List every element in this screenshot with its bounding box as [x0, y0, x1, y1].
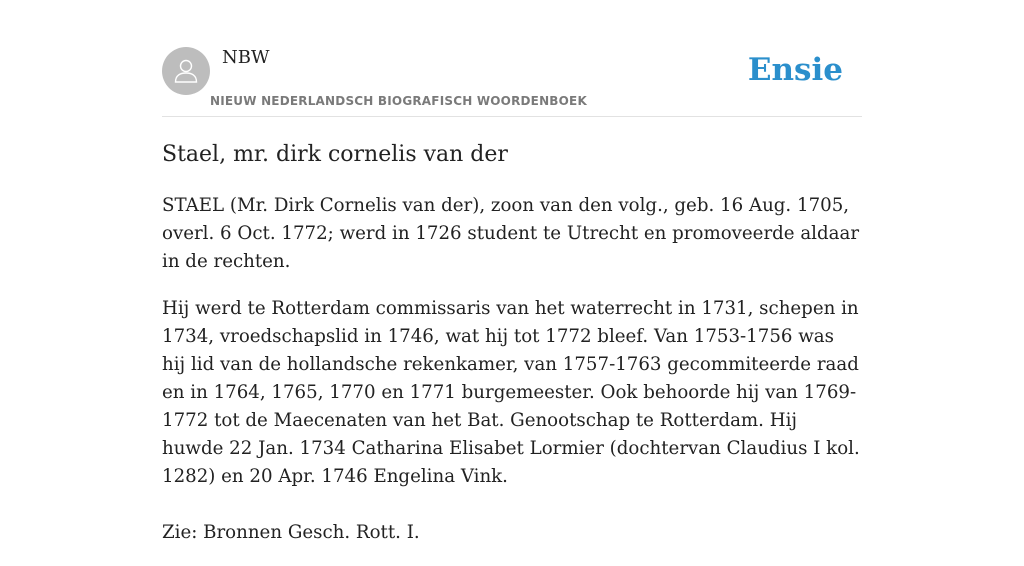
article-paragraph: Hij werd te Rotterdam commissaris van het waterrecht in 1731, schepen in 1734, vroedschapslid in 1746, wat hij tot 1772 bleef. Van 1753-1756 was hij lid van de hollandsche rekenkamer, van 1757-1763 gecommiteerde raad en in 1764, 1765, 1770 en 1771 burgemeester. Ook behoorde hij van 1769-1772 tot de Maecenaten van het Bat. Genootschap te Rotterdam. Hij huwde 22 Jan. 1734 Catharina Elisabet Lormier (dochtervan Claudius I kol. 1282) en 20 Apr. 1746 Engelina Vink.	[162, 298, 860, 487]
article-body	[162, 192, 862, 566]
page-title: Stael, mr. dirk cornelis van der	[162, 142, 508, 167]
reference-note: Zie: Bronnen Gesch. Rott. I.	[162, 522, 420, 543]
source-avatar[interactable]	[162, 47, 210, 95]
article-paragraph: STAEL (Mr. Dirk Cornelis van der), zoon van den volg., geb. 16 Aug. 1705, overl. 6 Oct. 1772; werd in 1726 student te Utrecht en promoveerde aldaar in de rechten.	[162, 195, 860, 272]
brand-logo[interactable]: Ensie	[747, 52, 843, 88]
source-full-name: NIEUW NEDERLANDSCH BIOGRAFISCH WOORDENBOEK	[210, 94, 587, 108]
source-header	[162, 47, 862, 117]
source-short-name[interactable]: NBW	[222, 47, 270, 68]
user-icon	[172, 57, 200, 85]
